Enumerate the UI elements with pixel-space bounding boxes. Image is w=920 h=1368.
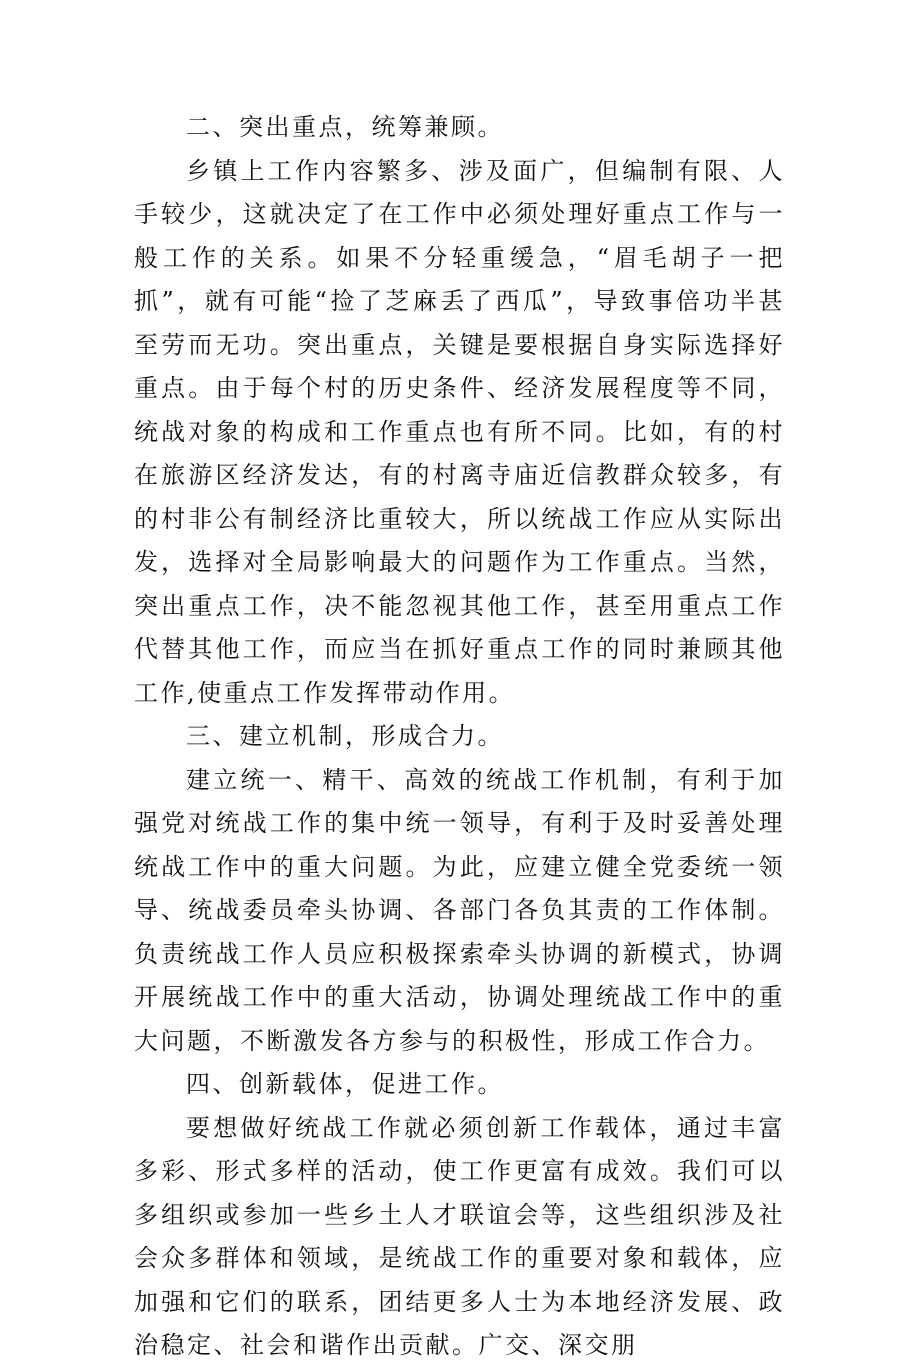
section-paragraph-2: 乡镇上工作内容繁多、涉及面广，但编制有限、人手较少，这就决定了在工作中必须处理好重点工作与一般工作的关系。如果不分轻重缓急，“眉毛胡子一把抓”，就有可能“捡了芝麻丢了西瓜”，导致事倍功半甚至劳而无功。突出重点，关键是要根据自身实际选择好重点。由于每个村的历史条件、经济发展程度等不同，统战对象的构成和工作重点也有所不同。比如，有的村在旅游区经济发达，有的村离寺庙近信教群众较多，有的村非公有制经济比重较大，所以统战工作应从实际出发，选择对全局影响最大的问题作为工作重点。当然，突出重点工作，决不能忽视其他工作，甚至用重点工作代替其他工作，而应当在抓好重点工作的同时兼顾其他工作,使重点工作发挥带动作用。 <box>134 156 785 707</box>
section-paragraph-3: 建立统一、精干、高效的统战工作机制，有利于加强党对统战工作的集中统一领导，有利于及时妥善处理统战工作中的重大问题。为此，应建立健全党委统一领导、统战委员牵头协调、各部门各负其责的工作体制。负责统战工作人员应积极探索牵头协调的新模式，协调开展统战工作中的重大活动，协调处理统战工作中的重大问题，不断激发各方参与的积极性，形成工作合力。 <box>134 765 785 1055</box>
section-heading-2: 二、突出重点，统筹兼顾。 <box>186 113 504 141</box>
section-heading-4: 四、创新载体，促进工作。 <box>186 1070 504 1098</box>
section-heading-3: 三、建立机制，形成合力。 <box>186 722 504 750</box>
document-body <box>134 106 785 1368</box>
section-paragraph-4: 要想做好统战工作就必须创新工作载体，通过丰富多彩、形式多样的活动，使工作更富有成效。我们可以多组织或参加一些乡土人才联谊会等，这些组织涉及社会众多群体和领域，是统战工作的重要对象和载体，应加强和它们的联系，团结更多人士为本地经济发展、政治稳定、社会和谐作出贡献。广交、深交朋 <box>134 1113 785 1359</box>
